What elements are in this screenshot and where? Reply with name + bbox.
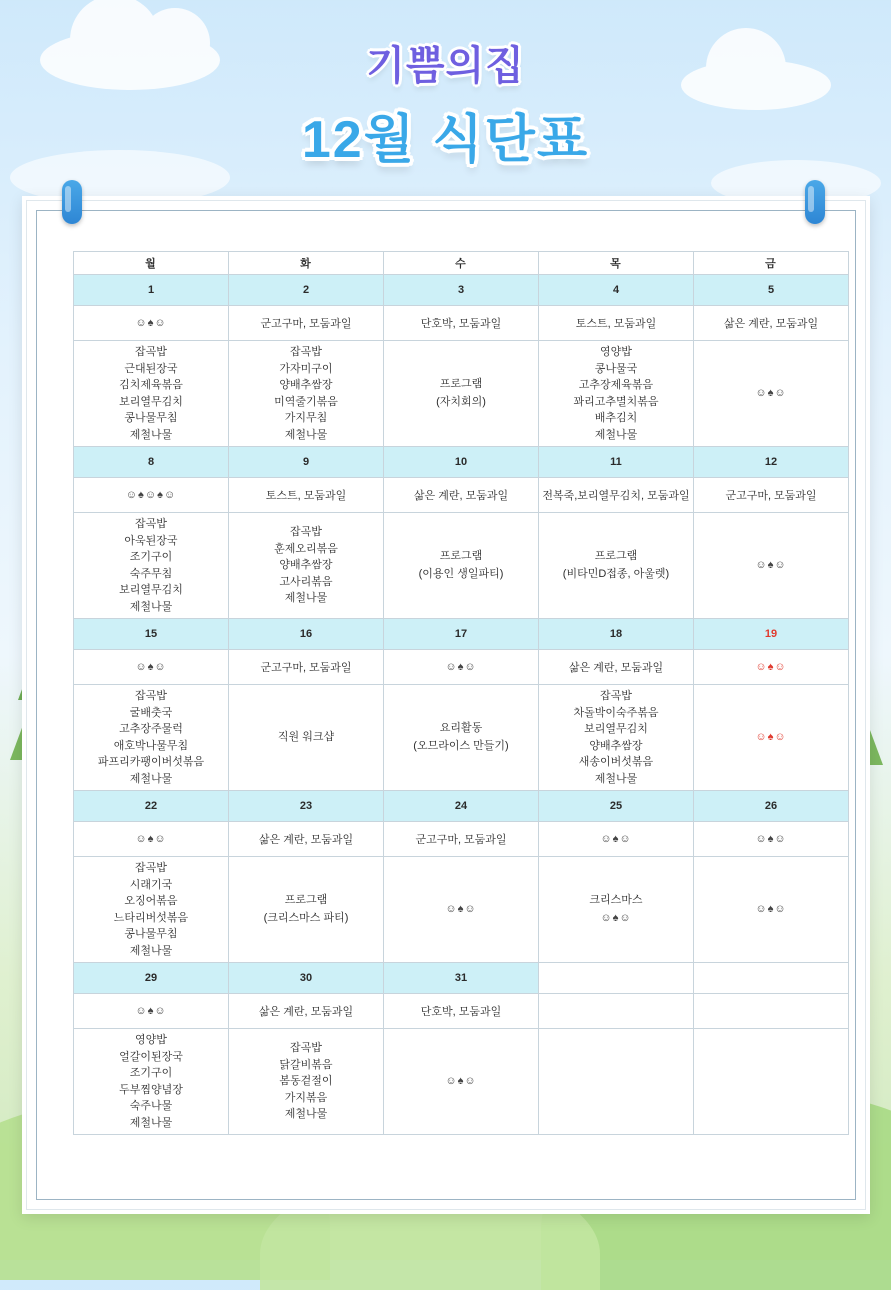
meal-line: 프로그램 xyxy=(284,893,328,906)
meal-lines xyxy=(231,524,381,607)
meal-lines xyxy=(386,376,536,411)
meal-lines xyxy=(76,1032,226,1131)
snack-text: 전복죽,보리열무김치, 모둠과일 xyxy=(542,490,690,502)
meal-line: 배추김치 xyxy=(594,412,638,424)
snack-cell xyxy=(384,650,539,685)
date-cell: 22 xyxy=(74,791,229,822)
snack-cell xyxy=(74,650,229,685)
meal-line: (크리스마스 파티) xyxy=(263,911,349,924)
meal-cell xyxy=(74,685,229,791)
snack-symbol: ☺♠☺ xyxy=(755,833,787,845)
meal-line: 고추장제육볶음 xyxy=(578,379,654,391)
meal-line: 봄동겉절이 xyxy=(279,1075,333,1088)
meal-cell xyxy=(384,857,539,963)
meal-line: 느타리버섯볶음 xyxy=(113,911,189,924)
meal-lines xyxy=(541,344,691,443)
meal-line: 가자미구이 xyxy=(279,362,333,375)
snack-text: 단호박, 모둠과일 xyxy=(420,318,502,330)
meal-cell xyxy=(539,513,694,619)
snack-text: 단호박, 모둠과일 xyxy=(420,1006,502,1018)
snack-symbol: ☺♠☺ xyxy=(445,661,477,673)
snack-cell xyxy=(74,306,229,341)
meal-cell xyxy=(539,685,694,791)
snack-cell xyxy=(694,650,849,685)
date-cell: 11 xyxy=(539,447,694,478)
date-cell: 17 xyxy=(384,619,539,650)
meal-symbol: ☺♠☺ xyxy=(445,902,477,915)
meal-lines xyxy=(696,729,846,747)
meal-lines xyxy=(231,344,381,443)
snack-symbol: ☺♠☺ xyxy=(135,661,167,673)
meal-cell xyxy=(384,513,539,619)
meal-line: 크리스마스 xyxy=(589,893,643,906)
meal-row xyxy=(74,857,849,963)
snack-symbol: ☺♠☺ xyxy=(135,833,167,845)
meal-lines xyxy=(386,548,536,583)
meal-lines xyxy=(76,516,226,615)
meal-line: 닭갈비볶음 xyxy=(279,1058,333,1071)
meal-line: 요리활동 xyxy=(439,721,483,734)
meal-line: 잡곡밥 xyxy=(135,690,167,702)
meal-line: 양배추쌈장 xyxy=(279,379,333,391)
sheet-inner-border xyxy=(36,210,856,1200)
meal-line: 조기구이 xyxy=(129,551,173,563)
date-cell-empty xyxy=(694,963,849,994)
meal-line: 제철나물 xyxy=(284,428,328,441)
date-cell: 5 xyxy=(694,275,849,306)
meal-cell xyxy=(694,685,849,791)
date-cell: 25 xyxy=(539,791,694,822)
meal-line: 보리열무김치 xyxy=(119,395,183,408)
meal-line: 아욱된장국 xyxy=(124,534,178,547)
date-cell: 15 xyxy=(74,619,229,650)
meal-line: 숙주나물 xyxy=(129,1100,173,1112)
meal-line: 프로그램 xyxy=(439,549,483,562)
meal-symbol: ☺♠☺ xyxy=(755,730,787,743)
meal-line: 오징어볶음 xyxy=(124,895,178,907)
date-cell: 10 xyxy=(384,447,539,478)
snack-cell xyxy=(539,306,694,341)
date-cell: 1 xyxy=(74,275,229,306)
meal-lines xyxy=(696,901,846,919)
date-cell: 4 xyxy=(539,275,694,306)
snack-cell xyxy=(229,478,384,513)
meal-line: 보리열무김치 xyxy=(119,584,183,596)
snack-cell xyxy=(74,822,229,857)
meal-lines xyxy=(231,729,381,747)
meal-line: 꽈리고추멸치볶음 xyxy=(573,395,659,408)
meal-line: 굴배춧국 xyxy=(129,706,173,719)
meal-line: 제철나물 xyxy=(284,592,328,605)
meal-cell xyxy=(694,513,849,619)
meal-symbol: ☺♠☺ xyxy=(755,558,787,571)
meal-line: 제철나물 xyxy=(129,772,173,785)
date-cell: 12 xyxy=(694,447,849,478)
snack-cell xyxy=(539,822,694,857)
meal-cell xyxy=(229,685,384,791)
date-cell: 16 xyxy=(229,619,384,650)
menu-sheet xyxy=(22,196,870,1214)
meal-line: 제철나물 xyxy=(284,1108,328,1121)
meal-lines xyxy=(696,385,846,403)
snack-cell xyxy=(384,822,539,857)
meal-cell xyxy=(694,857,849,963)
date-cell-empty xyxy=(539,963,694,994)
snack-cell xyxy=(384,306,539,341)
meal-line: 숙주무침 xyxy=(129,567,173,580)
meal-cell xyxy=(384,1029,539,1135)
snack-symbol: ☺♠☺♠☺ xyxy=(125,489,177,501)
snack-cell xyxy=(694,306,849,341)
day-header-mon: 월 xyxy=(74,252,229,275)
meal-line: 훈제오리볶음 xyxy=(274,542,338,555)
paper-clip-icon xyxy=(62,180,82,224)
meal-line: 영양밥 xyxy=(135,1034,167,1046)
meal-cell xyxy=(384,685,539,791)
meal-line: 제철나물 xyxy=(594,428,638,441)
snack-cell xyxy=(384,994,539,1029)
meal-line: (자치회의) xyxy=(436,395,486,408)
meal-lines xyxy=(386,901,536,919)
date-cell: 26 xyxy=(694,791,849,822)
meal-line: 잡곡밥 xyxy=(135,346,167,358)
date-row xyxy=(74,791,849,822)
date-cell: 18 xyxy=(539,619,694,650)
snack-text: 삶은 계란, 모둠과일 xyxy=(258,834,354,846)
snack-symbol: ☺♠☺ xyxy=(600,833,632,845)
meal-cell xyxy=(229,1029,384,1135)
day-header-tue: 화 xyxy=(229,252,384,275)
snack-cell xyxy=(539,994,694,1029)
meal-line: 제철나물 xyxy=(129,600,173,613)
meal-line: 가지볶음 xyxy=(284,1091,328,1104)
meal-cell xyxy=(74,1029,229,1135)
snack-cell xyxy=(74,478,229,513)
snack-symbol: ☺♠☺ xyxy=(135,317,167,329)
date-cell: 2 xyxy=(229,275,384,306)
snack-cell xyxy=(539,650,694,685)
meal-symbol: ☺♠☺ xyxy=(600,911,632,924)
meal-cell xyxy=(539,1029,694,1135)
meal-line: (이용인 생일파티) xyxy=(418,567,504,580)
meal-line: 잡곡밥 xyxy=(290,526,322,539)
meal-lines xyxy=(541,688,691,787)
meal-line: 잡곡밥 xyxy=(135,518,167,530)
meal-cell xyxy=(539,857,694,963)
meal-cell xyxy=(539,341,694,447)
snack-cell xyxy=(229,306,384,341)
meal-lines xyxy=(386,720,536,755)
meal-line: (오므라이스 만들기) xyxy=(413,739,509,752)
meal-lines xyxy=(231,892,381,927)
snack-cell xyxy=(539,478,694,513)
meal-line: 가지무침 xyxy=(284,412,328,424)
meal-line: 제철나물 xyxy=(129,428,173,441)
meal-line: 제철나물 xyxy=(594,772,638,785)
snack-text: 삶은 계란, 모둠과일 xyxy=(258,1006,354,1018)
date-cell: 29 xyxy=(74,963,229,994)
snack-cell xyxy=(74,994,229,1029)
snack-row xyxy=(74,822,849,857)
snack-text: 군고구마, 모둠과일 xyxy=(260,318,352,330)
meal-line: 양배추쌈장 xyxy=(589,739,643,752)
meal-line: 프로그램 xyxy=(594,549,638,562)
meal-cell xyxy=(74,857,229,963)
date-cell: 3 xyxy=(384,275,539,306)
meal-line: 보리열무김치 xyxy=(584,723,648,735)
meal-symbol: ☺♠☺ xyxy=(755,902,787,915)
snack-text: 군고구마, 모둠과일 xyxy=(725,490,817,502)
meal-line: 콩나물국 xyxy=(594,362,638,375)
snack-row xyxy=(74,478,849,513)
day-header-wed: 수 xyxy=(384,252,539,275)
date-cell: 30 xyxy=(229,963,384,994)
meal-line: 얼갈이된장국 xyxy=(119,1050,183,1063)
meal-lines xyxy=(231,1040,381,1123)
snack-text: 삶은 계란, 모둠과일 xyxy=(413,490,509,502)
meal-lines xyxy=(696,557,846,575)
title-organization: 기쁨의집 xyxy=(366,44,525,88)
meal-line: 콩나물무침 xyxy=(124,412,178,424)
meal-symbol: ☺♠☺ xyxy=(445,1074,477,1087)
snack-cell xyxy=(384,478,539,513)
meal-line: 시래기국 xyxy=(129,878,173,891)
meal-line: 직원 워크샵 xyxy=(277,730,335,743)
page-title xyxy=(0,34,891,172)
meal-line: 김치제육볶음 xyxy=(119,379,183,391)
meal-row xyxy=(74,513,849,619)
paper-clip-icon xyxy=(805,180,825,224)
meal-lines xyxy=(541,892,691,927)
snack-cell xyxy=(694,478,849,513)
meal-cell xyxy=(694,1029,849,1135)
meal-line: 두부찜양념장 xyxy=(119,1083,183,1096)
snack-text: 토스트, 모둠과일 xyxy=(265,490,347,502)
date-cell: 8 xyxy=(74,447,229,478)
date-cell: 19 xyxy=(694,619,849,650)
snack-cell xyxy=(694,994,849,1029)
date-row xyxy=(74,619,849,650)
title-month-menu: 12월 식단표 xyxy=(301,111,590,169)
meal-cell xyxy=(229,341,384,447)
meal-line: 잡곡밥 xyxy=(290,1042,322,1055)
snack-text: 토스트, 모둠과일 xyxy=(575,318,657,330)
meal-lines xyxy=(386,1073,536,1091)
menu-table xyxy=(73,251,849,1135)
meal-line: 미역줄기볶음 xyxy=(274,395,338,408)
meal-lines xyxy=(76,688,226,787)
snack-row xyxy=(74,650,849,685)
snack-row xyxy=(74,994,849,1029)
meal-line: 고추장주물럭 xyxy=(119,723,183,735)
table-header-row xyxy=(74,252,849,275)
snack-cell xyxy=(229,650,384,685)
meal-line: 잡곡밥 xyxy=(290,346,322,358)
meal-symbol: ☺♠☺ xyxy=(755,386,787,399)
meal-line: 콩나물무침 xyxy=(124,928,178,940)
meal-line: 양배추쌈장 xyxy=(279,559,333,572)
meal-row xyxy=(74,1029,849,1135)
meal-line: 영양밥 xyxy=(600,346,632,358)
meal-line: 조기구이 xyxy=(129,1067,173,1079)
snack-row xyxy=(74,306,849,341)
snack-text: 군고구마, 모둠과일 xyxy=(415,834,507,846)
date-cell: 31 xyxy=(384,963,539,994)
date-cell: 9 xyxy=(229,447,384,478)
meal-line: 잡곡밥 xyxy=(135,862,167,874)
snack-cell xyxy=(694,822,849,857)
snack-symbol: ☺♠☺ xyxy=(755,661,787,673)
meal-line: 근대된장국 xyxy=(124,362,178,375)
meal-lines xyxy=(76,344,226,443)
meal-lines xyxy=(76,860,226,959)
meal-row xyxy=(74,341,849,447)
meal-line: 프로그램 xyxy=(439,377,483,390)
date-cell: 24 xyxy=(384,791,539,822)
meal-line: 애호박나물무침 xyxy=(113,739,189,752)
meal-line: 파프리카팽이버섯볶음 xyxy=(97,756,205,768)
day-header-thu: 목 xyxy=(539,252,694,275)
snack-text: 삶은 계란, 모둠과일 xyxy=(568,662,664,674)
snack-cell xyxy=(229,994,384,1029)
snack-symbol: ☺♠☺ xyxy=(135,1005,167,1017)
meal-cell xyxy=(384,341,539,447)
meal-cell xyxy=(229,513,384,619)
meal-line: 새송이버섯볶음 xyxy=(578,756,654,768)
meal-cell xyxy=(74,341,229,447)
snack-text: 삶은 계란, 모둠과일 xyxy=(723,318,819,330)
meal-row xyxy=(74,685,849,791)
meal-cell xyxy=(229,857,384,963)
snack-cell xyxy=(229,822,384,857)
meal-lines xyxy=(541,548,691,583)
meal-cell xyxy=(694,341,849,447)
meal-line: (비타민D접종, 아울렛) xyxy=(562,567,670,580)
date-row xyxy=(74,275,849,306)
meal-cell xyxy=(74,513,229,619)
snack-text: 군고구마, 모둠과일 xyxy=(260,662,352,674)
date-row xyxy=(74,447,849,478)
day-header-fri: 금 xyxy=(694,252,849,275)
meal-line: 차돌박이숙주볶음 xyxy=(573,706,659,719)
meal-line: 잡곡밥 xyxy=(600,690,632,702)
date-cell: 23 xyxy=(229,791,384,822)
meal-line: 고사리볶음 xyxy=(279,575,333,588)
meal-line: 제철나물 xyxy=(129,1116,173,1129)
date-row xyxy=(74,963,849,994)
meal-line: 제철나물 xyxy=(129,944,173,957)
